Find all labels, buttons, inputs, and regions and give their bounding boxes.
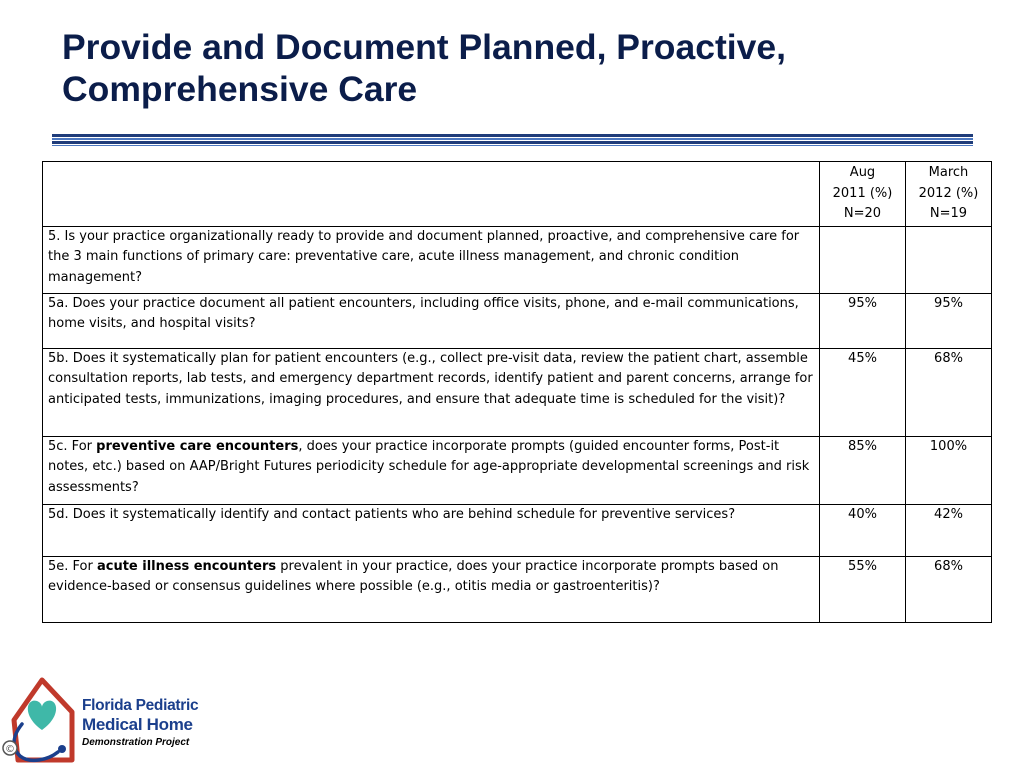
question-cell (43, 348, 820, 436)
survey-table (42, 161, 992, 623)
aug-2011-value (820, 226, 906, 293)
aug-2011-value: 85% (820, 436, 906, 504)
logo-line-florida-pediatric: Florida Pediatric (82, 697, 199, 714)
table-row (43, 293, 992, 348)
logo-text (82, 697, 212, 749)
aug-2011-value: 40% (820, 504, 906, 556)
question-emphasis: acute illness encounters (96, 558, 277, 574)
march-2012-value: 68% (906, 348, 992, 436)
question-cell (43, 436, 820, 504)
header-march-2012: March 2012 (%) N=19 (906, 162, 992, 227)
table-row (43, 556, 992, 622)
question-text: prevalent in your practice, does your practice incorporate prompts based on evidence-based or consensus guidelines where possible (e.g., otitis media or gastroenteritis)? (48, 558, 779, 594)
march-2012-value (906, 226, 992, 293)
question-cell (43, 504, 820, 556)
march-2012-value: 42% (906, 504, 992, 556)
question-text: 5b. Does it systematically plan for patient encounters (e.g., collect pre-visit data, review the patient chart, assemble consultation reports, lab tests, and emergency department records, identify patient and parent concerns, arrange for anticipated tests, immunizations, imaging procedures, and ensure that adequate time is scheduled for the visit)? (48, 350, 813, 407)
table-row (43, 504, 992, 556)
slide-title: Provide and Document Planned, Proactive, Comprehensive Care (62, 27, 786, 109)
header-question (43, 162, 820, 227)
aug-2011-value: 95% (820, 293, 906, 348)
table-row (43, 226, 992, 293)
question-text: , does your practice incorporate prompts (guided encounter forms, Post-it notes, etc.) based on AAP/Bright Futures periodicity schedule for age-appropriate developmental screenings and risk assessments? (48, 438, 810, 495)
question-text: 5. Is your practice organizationally ready to provide and document planned, proactive, and comprehensive care for the 3 main functions of primary care: preventative care, acute illness management, and chronic condition management? (48, 228, 800, 285)
title-divider (52, 134, 973, 147)
question-text: 5c. For (48, 438, 97, 454)
question-text: 5a. Does your practice document all patient encounters, including office visits, phone, and e-mail communications, home visits, and hospital visits? (48, 295, 799, 331)
header-aug-2011: Aug 2011 (%) N=20 (820, 162, 906, 227)
logo-line-demonstration-project: Demonstration Project (82, 737, 190, 748)
question-emphasis: preventive care encounters (96, 438, 299, 454)
logo-line-medical-home: Medical Home (82, 715, 193, 734)
march-2012-value: 100% (906, 436, 992, 504)
question-text: 5d. Does it systematically identify and contact patients who are behind schedule for preventive services? (48, 506, 736, 522)
question-cell (43, 226, 820, 293)
question-cell (43, 293, 820, 348)
table-header-row (43, 162, 992, 227)
table-row (43, 348, 992, 436)
svg-text:©: © (5, 744, 15, 755)
march-2012-value: 68% (906, 556, 992, 622)
march-2012-value: 95% (906, 293, 992, 348)
question-cell (43, 556, 820, 622)
question-text: 5e. For (48, 558, 97, 574)
aug-2011-value: 55% (820, 556, 906, 622)
table-row (43, 436, 992, 504)
aug-2011-value: 45% (820, 348, 906, 436)
